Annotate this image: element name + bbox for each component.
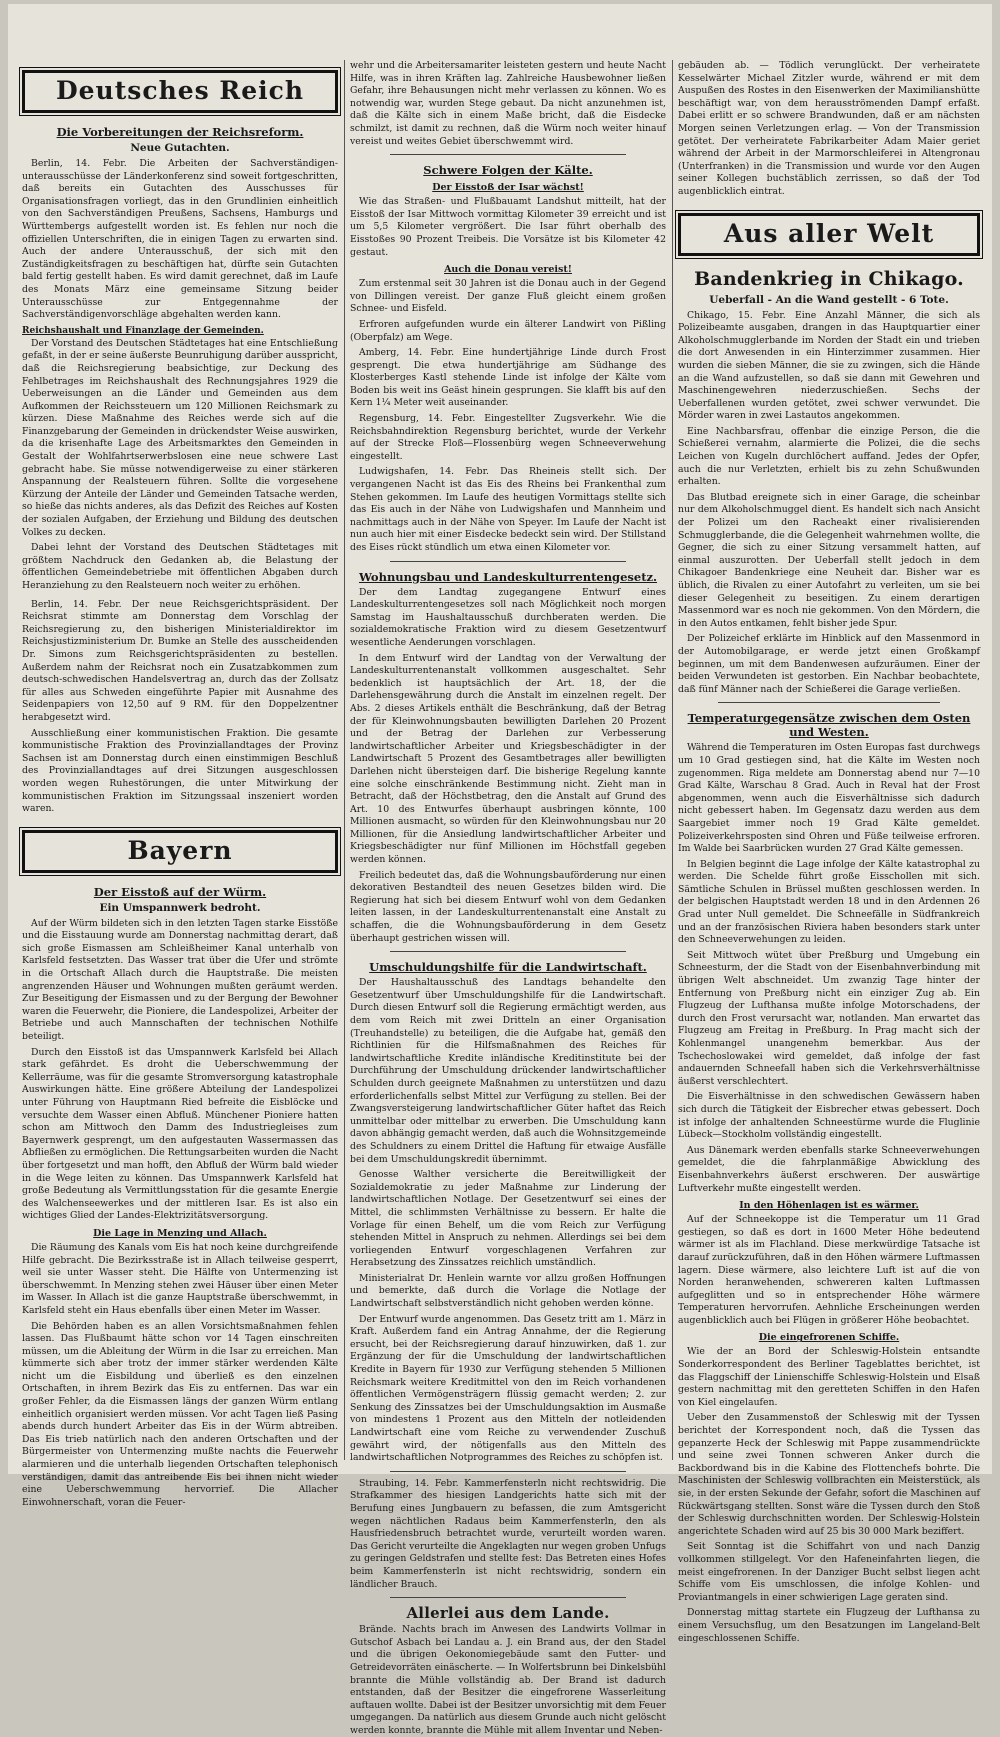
article-paragraph: Seit Mittwoch wütet über Preßburg und Umgebung ein Schneesturm, der die Stadt von der Eisenbahnverbindung mit übrigen Welt abschneidet. Um zwanzig Tage hinter der Entfernung von Preßburg nicht ein einziger Zug ab. Ein Flugzeug der Lufthansa mußte infolge Motorschadens, der durch den Frost verursacht war, notlanden. Man erwartet das Flugzeug am Freitag in Preßburg. In Prag macht sich der Kohlenmangel unangenehm bemerkbar. Aus der Tschechoslowakei wird gemeldet, daß infolge der fast andauernden Schneefall haben sich die Verkehrsverhältnisse äußerst verschlechtert. (678, 949, 980, 1087)
article-paragraph: In Belgien beginnt die Lage infolge der Kälte katastrophal zu werden. Die Schelde führt große Eisschollen mit sich. Sämtliche Schulen in Brüssel mußten geschlossen werden. In der belgischen Hauptstadt werden 18 und in den Ardennen 26 Grad unter Null gemeldet. Die Schneefälle in Südfrankreich und an der französischen Riviera haben besonders stark unter den Schneeverwehungen zu leiden. (678, 858, 980, 946)
article-paragraph: Die Eisverhältnisse in den schwedischen Gewässern haben sich durch die Tätigkeit der Eisbrecher etwas gebessert. Doch ist infolge der anhaltenden Schneestürme wurde die Fluglinie Lübeck—Stockholm vollständig eingestellt. (678, 1091, 980, 1141)
article-paragraph: Brände. Nachts brach im Anwesen des Landwirts Vollmar in Gutschof Asbach bei Landau a. J. ein Brand aus, der den Stadel und die übrigen Oekonomiegebäude samt den Futter- und Getreidevorräten einäscherte. — In Wolfertsbrunn bei Dinkelsbühl brannte die Mühle vollständig ab. Der Brand ist dadurch entstanden, daß der Besitzer die eingefrorene Wasserleitung auftauen wollte. Dabei ist der Besitzer unvorsichtig mit dem Feuer umgegangen. Da natürlich aus diesem Grunde auch nicht gelöscht werden konnte, brannte die Mühle mit allem Inventar und Neben- (350, 1624, 666, 1736)
article-headline: Reichshaushalt und Finanzlage der Gemeinden. (22, 325, 264, 336)
article-subheadline: Ein Umspannwerk bedroht. (99, 901, 261, 914)
article-paragraph: Seit Sonntag ist die Schiffahrt von und nach Danzig vollkommen stillgelegt. Vor den Hafeneinfahrten liegen, die meist eingefrorenen. In der Danziger Bucht selbst liegen acht Schiffe vom Eis umschlossen, die infolge Kohlen- und Proviantmangels in einer schwierigen Lage geraten sind. (678, 1541, 980, 1603)
section-banner-aus-aller-welt: Aus aller Welt (678, 213, 980, 256)
article-paragraph: Durch den Eisstoß ist das Umspannwerk Karlsfeld bei Allach stark gefährdet. Es droht die Ueberschwemmung der Kellerräume, was für die gesamte Stromversorgung katastrophale Auswirkungen hätte. Eine größere Abteilung der Landespolizei unter Führung von Hauptmann Ried befreite die Eisblöcke und versuchte dem Wasser einen Abfluß. Münchener Pioniere hatten schon am Mittwoch den Damm des Industriegleises zum Bayernwerk gesprengt, um den aufgestauten Wassermassen das Abfließen zu ermöglichen. Die Rettungsarbeiten wurden die Nacht über fortgesetzt und man hofft, den Abfluß der Würm bald wieder in die Wege leiten zu können. Das Umspannwerk Karlsfeld hat große Bedeutung als Vermittlungsstation für die gesamte Energie des Walchenseewerkes und der mittleren Isar. Es ist also ein wichtiges Glied der Landes-Elektrizitätsversorgung. (22, 1046, 338, 1222)
article-paragraph: Die Behörden haben es an allen Vorsichtsmaßnahmen fehlen lassen. Das Flußbaumt hätte schon vor 14 Tagen einschreiten müssen, um die Ableitung der Würm in die Isar zu erreichen. Man kümmerte sich aber trotz der immer stärker werdenden Kälte nicht um die Eisbildung und überließ es den einzelnen Ortschaften, in ihrem Bezirk das Eis zu entfernen. Das war ein großer Fehler, da die Eismassen längs der ganzen Würm entlang einheitlich organisiert werden müssen. Vor acht Tagen ließ Pasing abends durch hundert Arbeiter das Eis in der Würm abtreiben. Das Eis trieb natürlich nach den anderen Ortschaften und der Bürgermeister von Untermenzing mußte nachts die Feuerwehr alarmieren und die unterhalb liegenden Ortschaften telephonisch verständigen, damit das antreibende Eis bei ihnen nicht wieder eine Ueberschwemmung hervorrief. Die Allacher Einwohnerschaft, voran die Feuer- (22, 1320, 338, 1508)
article-paragraph: wehr und die Arbeitersamariter leisteten gestern und heute Nacht Hilfe, was in ihren Kräften lag. Zahlreiche Hausbewohner ließen Gefahr, ihre Behausungen nicht mehr verlassen zu können. Wo es notwendig war, wurden Stege gebaut. Da nicht anzunehmen ist, daß die Kälte sich in einem Maße bricht, daß die Eisdecke schmilzt, ist damit zu rechnen, daß die Würm noch weiter hinauf vereist und weites Gebiet überschwemmt wird. (350, 60, 666, 147)
article-paragraph: Wie der an Bord der Schleswig-Holstein entsandte Sonderkorrespondent des Berliner Tageblattes berichtet, ist das Flaggschiff der Linienschiffe Schleswig-Holstein und Elsaß gestern nachmittag mit den geretteten Schiffen in den Hafen von Kiel eingelaufen. (678, 1346, 980, 1408)
column-rule (344, 60, 345, 1460)
article-paragraph: Berlin, 14. Febr. Der neue Reichsgerichtspräsident. Der Reichsrat stimmte am Donnerstag dem Vorschlag der Reichsregierung zu, den bisherigen Ministerialdirektor im Reichsjustizministerium Dr. Bumke an Stelle des ausscheidenden Dr. Simons zum Reichsgerichtspräsidenten zu bestellen. Außerdem nahm der Reichsrat noch ein Zusatzabkommen zum deutsch-schwedischen Handelsvertrag an, durch das der Zollsatz für alles aus Schweden eingeführte Papier mit Ausnahme des Seidenpapiers von 12,50 auf 9 RM. für den Doppelzentner herabgesetzt wird. (22, 598, 338, 723)
article-subheadline: Ueberfall - An die Wand gestellt - 6 Tote. (709, 293, 949, 306)
article-subheadline: Die eingefrorenen Schiffe. (758, 1332, 900, 1344)
article-paragraph: Amberg, 14. Febr. Eine hundertjährige Linde durch Frost gesprengt. Die etwa hundertjährige am Südhange des Klosterberges Kastl stehende Linde ist infolge der Kälte vom Boden bis weit ins Geäst hinein gesprungen. Sie klafft bis auf den Kern 1¼ Meter weit auseinander. (350, 347, 666, 409)
newspaper-page (8, 4, 992, 1736)
article-paragraph: Ludwigshafen, 14. Febr. Das Rheineis stellt sich. Der vergangenen Nacht ist das Eis des Rheins bei Frankenthal zum Stehen gekommen. Im Laufe des heutigen Vormittags stellte sich das Eis auch in der Nähe von Ludwigshafen und Mannheim und nachmittags auch in der Nähe von Speyer. Im Laufe der Nacht ist nun auch hier mit einer Eisdecke bedeckt sein wird. Der Stillstand des Eises rückt stündlich um etwa einen Kilometer vor. (350, 466, 666, 553)
article-paragraph: Das Blutbad ereignete sich in einer Garage, die scheinbar nur dem Alkoholschmuggel dient. Es handelt sich nach Ansicht der Polizei um den Racheakt einer rivalisierenden Schmugglerbande, die die Gelegenheit wahrnehmen wollte, die Gegner, die sich zu einer Sitzung versammelt hatten, auf einmal auszurotten. Der Ueberfall stellt jedoch in dem Chikagoer Bandenkriege eine Neuheit dar. Bisher war es üblich, die Rivalen zu einer Autofahrt zu verleiten, um sie bei dieser Gelegenheit zu beseitigen. Zu einem derartigen Massenmord war es noch nie gekommen. Von den Mördern, die in den Autos entkamen, fehlt bisher jede Spur. (678, 491, 980, 629)
column-2 (350, 60, 666, 1736)
article-headline: Allerlei aus dem Lande. (406, 1604, 610, 1623)
article-paragraph: Der Polizeichef erklärte im Hinblick auf den Massenmord in der Automobilgarage, er werde jetzt einen Großkampf beginnen, um mit dem Bandenwesen aufzuräumen. Einer der beiden Verwundeten ist gestorben. Ein Nachbar beobachtete, daß fünf Männer nach der Schießerei die Garage verließen. (678, 633, 980, 695)
article-paragraph: Ausschließung einer kommunistischen Fraktion. Die gesamte kommunistische Fraktion des Provinziallandtages der Provinz Sachsen ist am Donnerstag durch einen einstimmigen Beschluß des Provinziallandtages auf drei Sitzungen ausgeschlossen worden wegen Ruhestörungen, die unter Mitwirkung der kommunistischen Fraktion im Sitzungssaal inszeniert worden waren. (22, 727, 338, 815)
article-subheadline: Der Eisstoß der Isar wächst! (432, 182, 584, 194)
divider (390, 1471, 626, 1472)
article-paragraph: Donnerstag mittag startete ein Flugzeug der Lufthansa zu einem Versuchsflug, um den Besatzungen im Langeland-Belt eingeschlossenen Schiffe. (678, 1607, 980, 1644)
article-paragraph: gebäuden ab. — Tödlich verunglückt. Der verheiratete Kesselwärter Michael Zitzler wurde, während er mit dem Auspußen des Rostes in den Eisenwerken der Maximilianshütte beschäftigt war, von dem herausströmenden Dampf erfaßt. Dabei erlitt er so schwere Brandwunden, daß er am nächsten Morgen seinen Verletzungen erlag. — Von der Transmission getötet. Der verheiratete Fabrikarbeiter Adam Maier geriet während der Arbeit in der Marmorschleiferei in Altengronau (Unterfranken) in die Transmission und wurde vor den Augen seiner Kollegen buchstäblich zerrissen, so daß der Tod augenblicklich eintrat. (678, 60, 980, 197)
article-paragraph: In dem Entwurf wird der Landtag von der Verwaltung der Landeskulturrentenanstalt vollkommen ausgeschaltet. Sehr bedenklich ist hauptsächlich der Art. 18, der die Darlehensgewährung durch die Anstalt im einzelnen regelt. Der Abs. 2 dieses Artikels enthält die Beschränkung, daß der Betrag der für Kleinwohnungsbauten bewilligten Darlehen 20 Prozent und der Betrag der Darlehen zur Verbesserung landwirtschaftlicher Arbeiter und Kriegsbeschädigter in der Landwirtschaft 5 Prozent des Gesamtbetrages aller bewilligten Darlehen nicht übersteigen darf. Die bisherige Regelung kannte eine solche einschränkende Bestimmung nicht. Zieht man in Betracht, daß der Höchstbetrag, den die Anstalt auf Grund des Art. 10 des Entwurfes überhaupt ausbringen könnte, 100 Millionen ausmacht, so würden für den Kleinwohnungsbau nur 20 Millionen, für die Ansiedlung landwirtschaftlicher Arbeiter und Kriegsbeschädigter nur fünf Millionen im Höchstfall gegeben werden können. (350, 652, 666, 866)
article-paragraph: Die Räumung des Kanals vom Eis hat noch keine durchgreifende Hilfe gebracht. Die Bezirksstraße ist in Allach teilweise gesperrt, weil sie unter Wasser steht. Die Hälfte von Untermenzing ist überschwemmt. In Menzing stehen zwei Häuser über einen Meter im Wasser. In Allach ist die ganze Hauptstraße überschwemmt, in Karlsfeld steht ein Haus ebenfalls über einen Meter im Wasser. (22, 1241, 338, 1316)
column-3 (678, 60, 980, 1644)
article-headline: Die Lage in Menzing und Allach. (93, 1227, 267, 1239)
article-paragraph: Chikago, 15. Febr. Eine Anzahl Männer, die sich als Polizeibeamte ausgaben, drangen in das Hauptquartier einer Alkoholschmugglerbande im Norden der Stadt ein und trieben die dort Anwesenden in ein Hinterzimmer zusammen. Hier wurden die sieben Männer, die sie zu zwingen, sich die Hände an die Wand aufzustellen, so daß sie dann mit Gewehren und Maschinengewehren niederzuschießen. Sechs der Ueberfallenen wurden getötet, zwei schwer verwundet. Die Mörder waren in zwei Lastautos angekommen. (678, 309, 980, 422)
article-paragraph: Berlin, 14. Febr. Die Arbeiten der Sachverständigen-unterausschüsse der Länderkonferenz sind soweit fortgeschritten, daß bereits ein Gutachten des Ausschusses für Organisationsfragen vorliegt, das in den Grundlinien einheitlich von den Sachverständigen Preußens, Sachsens, Hamburgs und Württembergs aufgestellt worden ist. Es fehlen nur noch die offiziellen Unterschriften, die in einigen Tagen zu erwarten sind. Auch der andere Unterausschuß, der sich mit den Zuständigkeitsfragen zu beschäftigen hat, dürfte sein Gutachten bald fertig gestellt haben. Es wird damit gerechnet, daß im Laufe des Monats März eine gemeinsame Sitzung beider Unterausschüsse zur Entgegennahme der Sachverständigenvorschläge abgehalten werden kann. (22, 158, 338, 321)
article-paragraph: Ministerialrat Dr. Henlein warnte vor allzu großen Hoffnungen und bemerkte, daß durch die Vorlage die Notlage der Landwirtschaft selbstverständlich nicht gehoben werden könne. (350, 1272, 666, 1310)
article-headline: Temperaturgegensätze zwischen dem Osten und Westen. (687, 711, 971, 740)
article-headline: Schwere Folgen der Kälte. (423, 163, 593, 178)
article-headline: Umschuldungshilfe für die Landwirtschaft. (369, 960, 647, 975)
article-paragraph: Ueber den Zusammenstoß der Schleswig mit der Tyssen berichtet der Korrespondent noch, daß die Tyssen das gepanzerte Heck der Schleswig mit Pappe zusammendrückte und seine zwei Tonnen schweren Anker durch die Backbordwand bis in die Kabine des Flottenchefs bohrte. Die Maschinisten der Schleswig vollbrachten ein Meisterstück, als sie, in der ersten Sekunde der Gefahr, sofort die Maschinen auf Rückwärtsgang stellten. Sonst wäre die Tyssen durch den Stoß der Schleswig durchschnitten worden. Der Schleswig-Holstein angerichtete Schaden wird auf 25 bis 30 000 Mark beziffert. (678, 1412, 980, 1537)
article-headline: Wohnungsbau und Landeskulturrentengesetz. (358, 569, 658, 584)
section-banner-bayern: Bayern (22, 830, 338, 873)
section-banner-deutsches-reich: Deutsches Reich (22, 70, 338, 113)
article-subheadline: Auch die Donau vereist! (444, 264, 572, 276)
article-paragraph: Der Vorstand des Deutschen Städtetages hat eine Entschließung gefaßt, in der er seine äußerste Beunruhigung darüber ausspricht, daß die Reichsregierung beabsichtige, zur Deckung des Fehlbetrages im Reichshaushalt des Rechnungsjahres 1929 die Ueberweisungen an die Länder und Gemeinden aus dem Aufkommen der Reichssteuern um 120 Millionen Reichsmark zu kürzen. Diese Maßnahme des Reiches werde sich auf die Finanzgebarung der Gemeinden in drückendster Weise auswirken, da die krisenhafte Lage des Arbeitsmarktes den Gemeinden in Gestalt der Wohlfahrtserwerbslosen eine neue schwere Last gebracht habe. Sie müsse notwendigerweise zu einer stärkeren Anspannung der Realsteuern führen. Sollte die vorgesehene Kürzung der Anteile der Länder und Gemeinden Tatsache werden, so hieße das nichts anderes, als das Defizit des Reiches auf Kosten der sozialen Aufgaben, der Erziehung und Bildung des deutschen Volkes zu decken. (22, 337, 338, 538)
article-paragraph: Erfroren aufgefunden wurde ein älterer Landwirt von Pißling (Oberpfalz) am Wege. (350, 318, 666, 343)
article-paragraph: Freilich bedeutet das, daß die Wohnungsbauförderung nur einen dekorativen Bestandteil des neuen Gesetzes bilden wird. Die Regierung hat sich bei diesem Entwurf wohl von dem Gedanken leiten lassen, in der Landeskulturrentenanstalt eine Anstalt zu schaffen, die die Wohnungsbauförderung in dem Gesetz überhaupt gestrichen wissen will. (350, 869, 666, 944)
article-paragraph: Regensburg, 14. Febr. Eingestellter Zugsverkehr. Wie die Reichsbahndirektion Regensburg berichtet, wurde der Verkehr auf der Strecke Floß—Flossenbürg wegen Schneeverwehung eingestellt. (350, 413, 666, 462)
article-headline: Der Eisstoß auf der Würm. (93, 884, 267, 899)
divider (390, 1597, 626, 1598)
article-subheadline: Neue Gutachten. (130, 142, 230, 154)
article-paragraph: Eine Nachbarsfrau, offenbar die einzige Person, die die Schießerei vernahm, alarmierte die Polizei, die die sechs Leichen von Kugeln durchlöchert auffand. Jedes der Opfer, auch die nur Verletzten, erhielt bis zu zehn Schußwunden erhalten. (678, 425, 980, 488)
article-paragraph: Genosse Walther versicherte die Bereitwilligkeit der Sozialdemokratie zu jeder Maßnahme zur Linderung der landwirtschaftlichen Notlage. Der Gesetzentwurf sei eines der Mittel, die schlimmsten Verhältnisse zu bessern. Er halte die Vorlage für einen Behelf, um die vom Reich zur Verfügung stehenden Mittel in Anspruch zu nehmen. Allerdings sei bei dem vorliegenden Entwurf vorgeschlagenen Verfahren zur Herabsetzung des Zinssatzes reichlich umständlich. (350, 1169, 666, 1269)
article-subheadline: In den Höhenlagen ist es wärmer. (739, 1200, 919, 1212)
divider (390, 561, 626, 562)
article-paragraph: Aus Dänemark werden ebenfalls starke Schneeverwehungen gemeldet, die die fahrplanmäßige Abwicklung des Eisenbahnverkehrs äußerst erschweren. Der auswärtige Luftverkehr mußte eingestellt werden. (678, 1144, 980, 1194)
article-paragraph: Zum erstenmal seit 30 Jahren ist die Donau auch in der Gegend von Dillingen vereist. Der ganze Fluß gleicht einem großen Schnee- und Eisfeld. (350, 278, 666, 315)
article-paragraph: Straubing, 14. Febr. Kammerfensterln nicht rechtswidrig. Die Strafkammer des hiesigen Landgerichts hatte sich mit der Berufung eines Jungbauern zu befassen, die zum Amtsgericht wegen nächtlichen Radaus beim Kammerfensterln, den als Hausfriedensbruch betrachtet wurde, verurteilt worden waren. Das Gericht verurteilte die Angeklagten nur wegen groben Unfugs zu geringen Geldstrafen und stellte fest: Das Betreten eines Hofes beim Kammerfensterln ist nicht rechtswidrig, sondern ein ländlicher Brauch. (350, 1477, 666, 1590)
article-paragraph: Der Entwurf wurde angenommen. Das Gesetz tritt am 1. März in Kraft. Außerdem fand ein Antrag Annahme, der die Regierung ersucht, bei der Reichsregierung darauf hinzuwirken, daß 1. zur Ergänzung der für die Umschuldung der landwirtschaftlichen Kredite in Bayern für 1930 zur Verfügung stehenden 5 Millionen Reichsmark weitere Kreditmittel von den im Reich vorhandenen öffentlichen Vermögensträgern flüssig gemacht werden; 2. zur Senkung des Zinssatzes bei der Umschuldungsaktion im Ausmaße von mindestens 1 Prozent aus den Mitteln der notleidenden Landwirtschaft eine vom Reiche zu verwendender Zuschuß gewährt wird, der nötigenfalls aus den Mitteln des landwirtschaftlichen Notprogrammes des Reiches zu schöpfen ist. (350, 1313, 666, 1464)
article-paragraph: Während die Temperaturen im Osten Europas fast durchwegs um 10 Grad gestiegen sind, hat die Kälte im Westen noch zugenommen. Riga meldete am Donnerstag abend nur 7—10 Grad Kälte, Warschau 8 Grad. Auch in Reval hat der Frost abgenommen, wenn auch die Eisverhältnisse sich dadurch nicht gebessert haben. Im Gegensatz dazu werden aus dem Saargebiet immer noch 19 Grad Kälte gemeldet. Polizeiverkehrsposten sind Ohren und Füße teilweise erfroren. Im Walde bei Saarbrücken wurden 27 Grad Kälte gemessen. (678, 742, 980, 855)
article-headline: Bandenkrieg in Chikago. (694, 267, 964, 290)
divider (390, 951, 626, 952)
article-paragraph: Auf der Schneekoppe ist die Temperatur um 11 Grad gestiegen, so daß es dort in 1600 Meter Höhe bedeutend wärmer ist als im Flachland. Diese merkwürdige Tatsache ist darauf zurückzuführen, daß in den Höhen wärmere Luftmassen lagern. Diese wärmere, also leichtere Luft ist auf die von Norden heranwehenden, schwereren kalten Luftmassen aufgeglitten und so in entsprechender Höhe wärmere Temperaturen hervorrufen. Aehnliche Erscheinungen werden augenblicklich auch bei Flügen in größerer Höhe beobachtet. (678, 1214, 980, 1326)
column-1 (22, 56, 338, 1508)
column-rule (672, 60, 673, 1460)
divider (718, 702, 940, 703)
article-paragraph: Auf der Würm bildeten sich in den letzten Tagen starke Eisstöße und die Eisstauung wurde am Donnerstag nachmittag derart, daß sich große Eismassen am Schleißheimer Kanal unterhalb von Karlsfeld festsetzten. Das Wasser trat über die Ufer und strömte in die Ortschaft Allach durch die Hauptstraße. Die meisten angrenzenden Häuser und Wohnungen mußten geräumt werden. Zur Beseitigung der Eismassen und zu der Bergung der Bewohner waren die Feuerwehr, die Pioniere, die Landespolizei, Arbeiter der Betriebe und auch Mannschaften der technischen Nothilfe beteiligt. (22, 917, 338, 1043)
article-headline: Die Vorbereitungen der Reichsreform. (56, 125, 304, 139)
article-paragraph: Der Haushaltausschuß des Landtags behandelte den Gesetzentwurf über Umschuldungshilfe für die Landwirtschaft. Durch diesen Entwurf soll die Regierung ermächtigt werden, aus dem vom Reich mit zwei Dritteln an einer Organisation (Treuhandstelle) zu beteiligen, die die Aufgabe hat, gemäß den Richtlinien für die Hilfsmaßnahmen des Reiches für landwirtschaftliche Kredite inländische Kreditinstitute bei der Durchführung der Umschuldung drückender landwirtschaftlicher Schulden durch geeignete Maßnahmen zu unterstützen und dazu erforderlichenfalls selbst Mittel zur Verfügung zu stellen. Bei der Zwangsversteigerung landwirtschaftlicher Güter haftet das Reich unmittelbar oder mittelbar zu erwerben. Die Umschuldung kann davon abhängig gemacht werden, daß auch die Wohnsitzgemeinde des Schuldners zu einem Drittel die Haftung für etwaige Ausfälle bei dem Umschuldungskredit übernimmt. (350, 977, 666, 1165)
article-paragraph: Wie das Straßen- und Flußbauamt Landshut mitteilt, hat der Eisstoß der Isar Mittwoch vormittag Kilometer 39 erreicht und ist um 5,5 Kilometer vergrößert. Die Isar führt oberhalb des Eisstoßes 90 Prozent Treibeis. Die Vorsätze ist bis Kilometer 42 gestaut. (350, 196, 666, 258)
article-paragraph: Dabei lehnt der Vorstand des Deutschen Städtetages mit größtem Nachdruck den Gedanken ab, die Belastung der öffentlichen Gemeindebetriebe mit öffentlichen Abgaben durch Heranziehung zu den Realsteuern noch weiter zu erhöhen. (22, 542, 338, 591)
article-paragraph: Der dem Landtag zugegangene Entwurf eines Landeskulturrentengesetzes soll nach Möglichkeit noch morgen Samstag im Haushaltausschuß durchberaten werden. Die sozialdemokratische Fraktion wird zu diesem Gesetzentwurf wesentliche Aenderungen vorschlagen. (350, 586, 666, 648)
divider (390, 154, 626, 155)
